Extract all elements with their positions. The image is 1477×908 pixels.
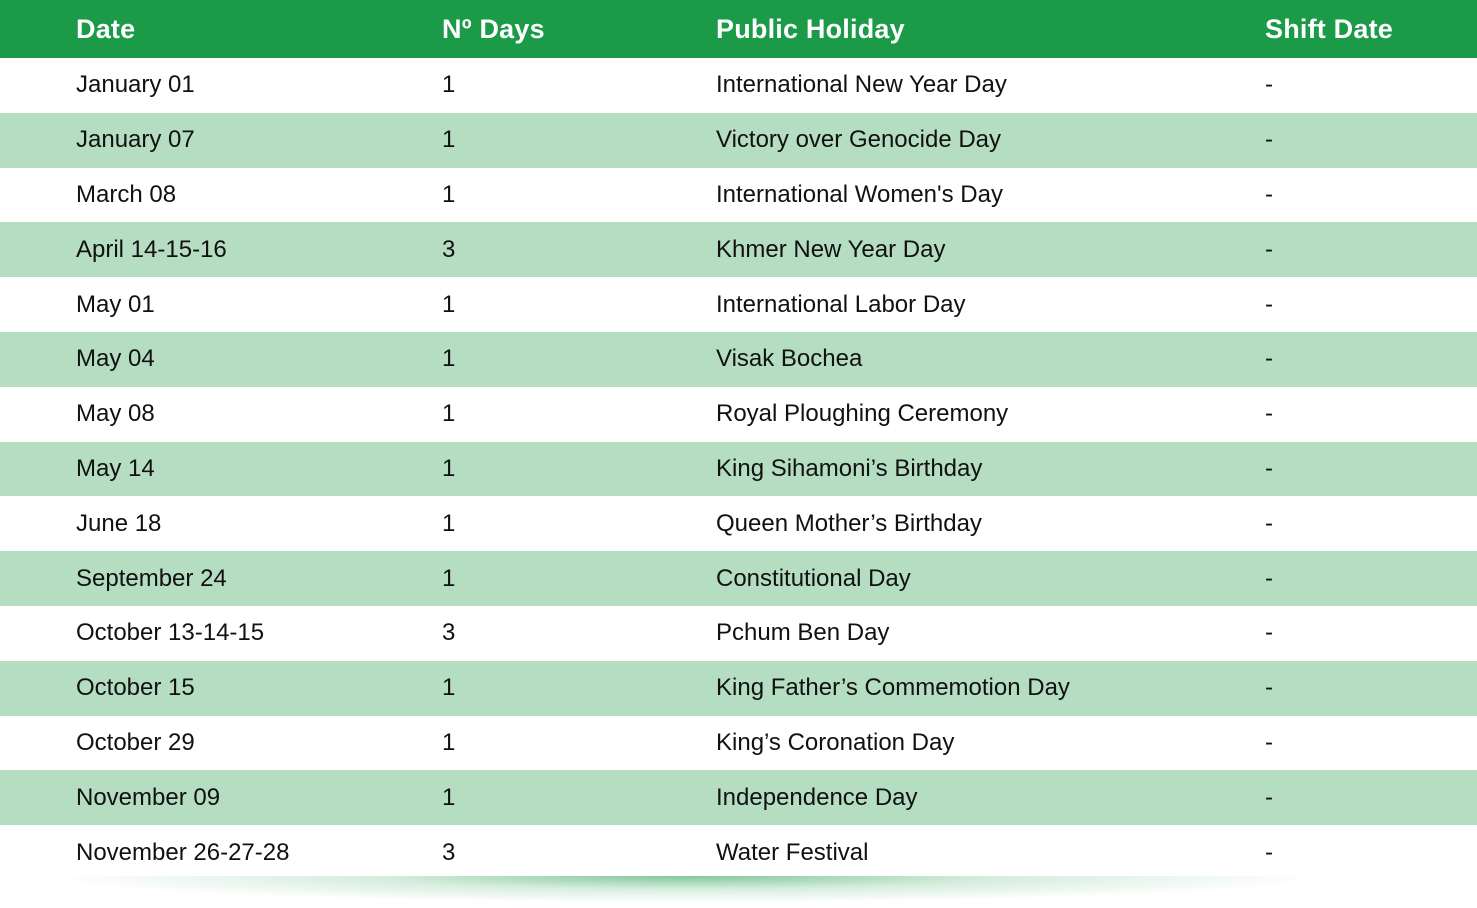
cell-holiday: King Sihamoni’s Birthday: [716, 454, 983, 482]
cell-days: 1: [442, 728, 456, 756]
cell-date: October 13-14-15: [76, 619, 265, 647]
cell-days: 1: [442, 71, 456, 99]
cell-shift-date: -: [1265, 126, 1273, 154]
cell-days: 1: [442, 564, 456, 592]
cell-date: June 18: [76, 509, 162, 537]
cell-holiday: Visak Bochea: [716, 345, 863, 373]
cell-shift-date: -: [1265, 783, 1273, 811]
column-header-shift: Shift Date: [1265, 13, 1394, 44]
cell-date: May 01: [76, 290, 155, 318]
cell-days: 1: [442, 674, 456, 702]
cell-days: 1: [442, 345, 456, 373]
column-header-holiday: Public Holiday: [716, 13, 905, 44]
table-row: [0, 58, 1477, 113]
cell-date: May 14: [76, 454, 155, 482]
cell-days: 1: [442, 180, 456, 208]
cell-date: March 08: [76, 180, 177, 208]
cell-days: 1: [442, 509, 456, 537]
table-row: [0, 825, 1477, 880]
cell-holiday: Independence Day: [716, 783, 918, 811]
cell-shift-date: -: [1265, 345, 1273, 373]
cell-days: 3: [442, 619, 456, 647]
cell-shift-date: -: [1265, 71, 1273, 99]
cell-holiday: Khmer New Year Day: [716, 235, 946, 263]
cell-shift-date: -: [1265, 400, 1273, 428]
cell-shift-date: -: [1265, 619, 1273, 647]
table-row: [0, 716, 1477, 771]
cell-shift-date: -: [1265, 564, 1273, 592]
column-header-date: Date: [76, 13, 136, 44]
cell-holiday: International Labor Day: [716, 290, 966, 318]
cell-days: 1: [442, 454, 456, 482]
table-row: [0, 496, 1477, 551]
cell-days: 3: [442, 838, 456, 866]
cell-shift-date: -: [1265, 674, 1273, 702]
cell-date: January 01: [76, 71, 195, 99]
cell-holiday: King’s Coronation Day: [716, 728, 955, 756]
table-row: [0, 442, 1477, 497]
cell-shift-date: -: [1265, 838, 1273, 866]
cell-date: November 09: [76, 783, 221, 811]
cell-days: 1: [442, 400, 456, 428]
table-row: [0, 770, 1477, 825]
table-bottom-shadow: [60, 876, 1310, 902]
cell-holiday: Royal Ploughing Ceremony: [716, 400, 1009, 428]
cell-holiday: Constitutional Day: [716, 564, 911, 592]
cell-days: 1: [442, 290, 456, 318]
cell-shift-date: -: [1265, 728, 1273, 756]
cell-holiday: King Father’s Commemotion Day: [716, 674, 1070, 702]
cell-holiday: International Women's Day: [716, 180, 1003, 208]
table-row: [0, 222, 1477, 277]
table-header: [0, 0, 1477, 58]
cell-date: May 04: [76, 345, 155, 373]
cell-date: October 29: [76, 728, 195, 756]
cell-date: November 26-27-28: [76, 838, 290, 866]
table-row: [0, 168, 1477, 223]
cell-date: October 15: [76, 674, 195, 702]
cell-holiday: Victory over Genocide Day: [716, 126, 1002, 154]
table-row: [0, 551, 1477, 606]
header-row: [0, 0, 1477, 58]
cell-date: April 14-15-16: [76, 235, 227, 263]
cell-date: January 07: [76, 126, 195, 154]
cell-days: 1: [442, 783, 456, 811]
table-row: [0, 606, 1477, 661]
cell-shift-date: -: [1265, 180, 1273, 208]
cell-date: May 08: [76, 400, 155, 428]
cell-shift-date: -: [1265, 454, 1273, 482]
table-body: [0, 58, 1477, 880]
cell-holiday: International New Year Day: [716, 71, 1007, 99]
cell-days: 1: [442, 126, 456, 154]
cell-date: September 24: [76, 564, 227, 592]
cell-days: 3: [442, 235, 456, 263]
cell-shift-date: -: [1265, 290, 1273, 318]
cell-holiday: Water Festival: [716, 838, 869, 866]
table-row: [0, 277, 1477, 332]
table-row: [0, 332, 1477, 387]
table-row: [0, 661, 1477, 716]
cell-holiday: Pchum Ben Day: [716, 619, 890, 647]
cell-shift-date: -: [1265, 235, 1273, 263]
cell-holiday: Queen Mother’s Birthday: [716, 509, 982, 537]
column-header-days: Nº Days: [442, 13, 545, 44]
cell-shift-date: -: [1265, 509, 1273, 537]
table-row: [0, 113, 1477, 168]
table-row: [0, 387, 1477, 442]
